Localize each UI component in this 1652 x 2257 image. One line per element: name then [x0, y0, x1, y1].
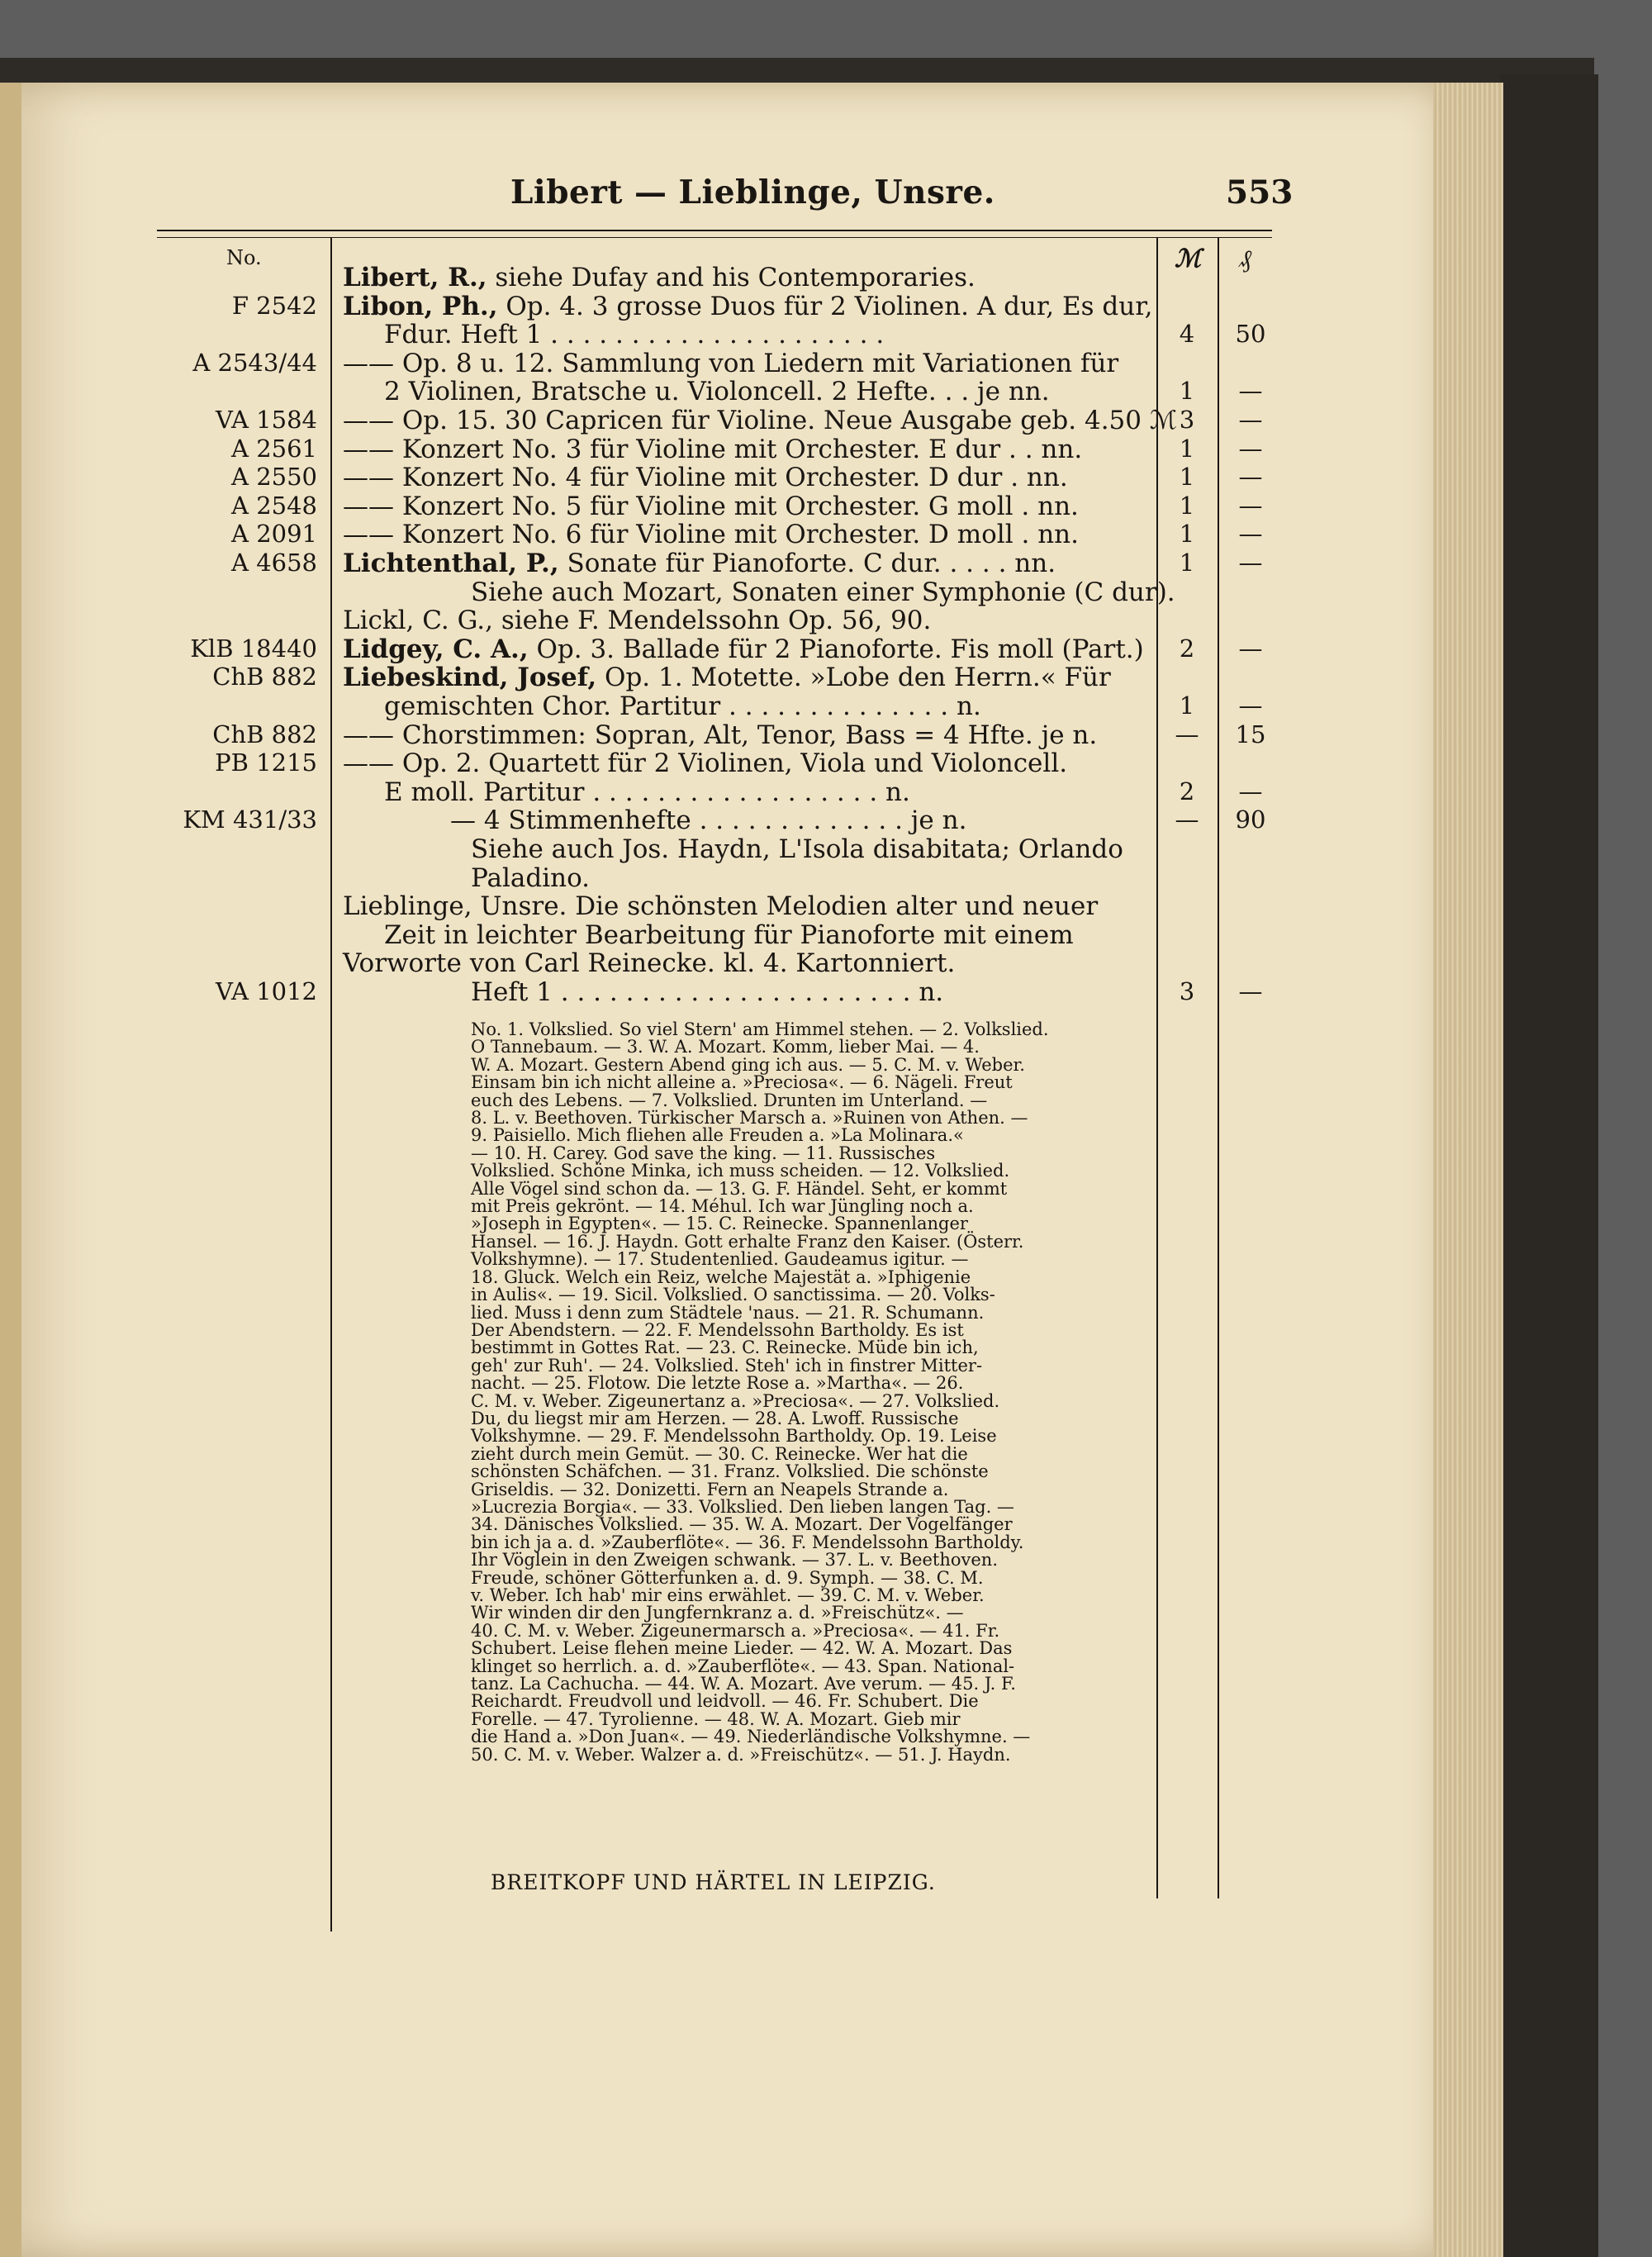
- price-pfennig: —: [1238, 520, 1263, 549]
- entry-text: Libon, Ph., Op. 4. 3 grosse Duos für 2 Violinen. A dur, Es dur,: [343, 291, 1153, 321]
- catalog-number: F 2542: [231, 291, 317, 320]
- column-header-no: No.: [226, 246, 262, 269]
- entry-text: —— Konzert No. 3 für Violine mit Orchester. E dur . . nn.: [343, 434, 1083, 464]
- contents-line: Reichardt. Freudvoll und leidvoll. — 46. Fr. Schubert. Die: [471, 1691, 979, 1712]
- catalog-number: VA 1584: [216, 406, 317, 434]
- price-pfennig: —: [1238, 377, 1263, 406]
- catalog-number: VA 1012: [216, 977, 317, 1005]
- price-pfennig: —: [1238, 406, 1263, 434]
- contents-line: mit Preis gekrönt. — 14. Méhul. Ich war Jüngling noch a.: [471, 1196, 974, 1217]
- price-pfennig: —: [1238, 463, 1263, 492]
- contents-line: zieht durch mein Gemüt. — 30. C. Reinecke. Wer hat die: [471, 1443, 968, 1464]
- contents-line: schönsten Schäfchen. — 31. Franz. Volkslied. Die schönste: [471, 1461, 989, 1482]
- catalog-number: A 2548: [231, 491, 317, 520]
- publisher-footer: BREITKOPF UND HÄRTEL IN LEIPZIG.: [491, 1870, 936, 1894]
- contents-line: Griseldis. — 32. Donizetti. Fern an Neapels Strande a.: [471, 1479, 949, 1499]
- contents-line: Du, du liegst mir am Herzen. — 28. A. Lwoff. Russische: [471, 1408, 959, 1428]
- page-edges: [1433, 83, 1503, 2257]
- price-mark: 2: [1179, 634, 1195, 663]
- contents-line: Forelle. — 47. Tyrolienne. — 48. W. A. Mozart. Gieb mir: [471, 1708, 961, 1729]
- price-mark: 1: [1179, 549, 1195, 577]
- page-title: Libert — Lieblinge, Unsre.: [510, 173, 995, 211]
- entry-text: E moll. Partitur . . . . . . . . . . . . . . . . . . n.: [384, 777, 910, 807]
- contents-line: Volkshymne. — 29. F. Mendelssohn Bartholdy. Op. 19. Leise: [471, 1426, 997, 1447]
- contents-line: bestimmt in Gottes Rat. — 23. C. Reinecke. Müde bin ich,: [471, 1338, 979, 1358]
- column-divider-no: [330, 238, 332, 1932]
- catalog-number: KlB 18440: [190, 634, 317, 663]
- catalog-number: A 2091: [231, 520, 317, 549]
- contents-line: Wir winden dir den Jungfernkranz a. d. »Freischütz«. —: [471, 1603, 964, 1623]
- catalog-number: ChB 882: [212, 720, 317, 748]
- contents-line: geh' zur Ruh'. — 24. Volkslied. Steh' ich in finstrer Mitter-: [471, 1355, 983, 1376]
- contents-line: O Tannebaum. — 3. W. A. Mozart. Komm, lieber Mai. — 4.: [471, 1037, 980, 1057]
- entry-text: Paladino.: [471, 862, 591, 893]
- contents-line: — 10. H. Carey. God save the king. — 11. Russisches: [471, 1143, 936, 1163]
- price-pfennig: —: [1238, 691, 1263, 720]
- header-rule-thin: [157, 237, 1272, 238]
- contents-line: »Joseph in Egypten«. — 15. C. Reinecke. Spannenlanger: [471, 1214, 968, 1234]
- entry-text: —— Op. 8 u. 12. Sammlung von Liedern mit Variationen für: [343, 348, 1119, 378]
- entry-text: —— Chorstimmen: Sopran, Alt, Tenor, Bass = 4 Hfte. je n.: [343, 720, 1098, 750]
- contents-line: nacht. — 25. Flotow. Die letzte Rose a. »Martha«. — 26.: [471, 1373, 964, 1394]
- contents-line: 34. Dänisches Volkslied. — 35. W. A. Mozart. Der Vogelfänger: [471, 1514, 1013, 1535]
- catalog-number: A 2561: [231, 434, 317, 463]
- price-mark: 2: [1179, 777, 1195, 805]
- price-mark: 1: [1179, 463, 1195, 492]
- price-pfennig: —: [1238, 977, 1263, 1005]
- contents-line: No. 1. Volkslied. So viel Stern' am Himmel stehen. — 2. Volkslied.: [471, 1019, 1049, 1039]
- contents-line: 50. C. M. v. Weber. Walzer a. d. »Freischütz«. — 51. J. Haydn.: [471, 1744, 1011, 1765]
- price-mark: —: [1175, 805, 1199, 834]
- price-pfennig: —: [1238, 434, 1263, 463]
- column-header-pfennig: ₰: [1239, 245, 1251, 273]
- price-mark: 1: [1179, 691, 1195, 720]
- contents-line: Freude, schöner Götterfunken a. d. 9. Symph. — 38. C. M.: [471, 1567, 984, 1588]
- entry-text: Zeit in leichter Bearbeitung für Pianoforte mit einem: [384, 919, 1074, 950]
- catalog-number: PB 1215: [215, 748, 317, 777]
- contents-line: euch des Lebens. — 7. Volkslied. Drunten im Unterland. —: [471, 1090, 988, 1110]
- contents-line: Volkslied. Schöne Minka, ich muss scheiden. — 12. Volkslied.: [471, 1161, 1010, 1181]
- entry-text: Lieblinge, Unsre. Die schönsten Melodien alter und neuer: [343, 891, 1099, 922]
- contents-line: 40. C. M. v. Weber. Zigeunermarsch a. »Preciosa«. — 41. Fr.: [471, 1620, 1000, 1641]
- price-mark: 1: [1179, 520, 1195, 549]
- contents-line: bin ich ja a. d. »Zauberflöte«. — 36. F. Mendelssohn Bartholdy.: [471, 1532, 1024, 1552]
- entry-text: Vorworte von Carl Reinecke. kl. 4. Kartonniert.: [343, 948, 956, 979]
- entry-text: Siehe auch Mozart, Sonaten einer Symphonie (C dur).: [471, 577, 1175, 607]
- entry-text: Heft 1 . . . . . . . . . . . . . . . . . . . . . . n.: [471, 977, 944, 1007]
- contents-line: 8. L. v. Beethoven. Türkischer Marsch a. »Ruinen von Athen. —: [471, 1108, 1028, 1128]
- catalog-number: KM 431/33: [183, 805, 317, 834]
- entry-text: Siehe auch Jos. Haydn, L'Isola disabitata; Orlando: [471, 834, 1123, 864]
- entry-text: Lichtenthal, P., Sonate für Pianoforte. C dur. . . . . nn.: [343, 549, 1056, 578]
- contents-line: v. Weber. Ich hab' mir eins erwählet. — 39. C. M. v. Weber.: [471, 1585, 985, 1605]
- catalog-number: A 2550: [231, 463, 317, 492]
- entry-text: Lidgey, C. A., Op. 3. Ballade für 2 Pianoforte. Fis moll (Part.): [343, 634, 1144, 664]
- price-mark: 4: [1179, 320, 1195, 349]
- entry-text: —— Op. 15. 30 Capricen für Violine. Neue Ausgabe geb. 4.50 ℳ: [343, 406, 1177, 435]
- contents-line: C. M. v. Weber. Zigeunertanz a. »Preciosa«. — 27. Volkslied.: [471, 1390, 1000, 1411]
- price-pfennig: 90: [1235, 805, 1266, 834]
- entry-text: Fdur. Heft 1 . . . . . . . . . . . . . . . . . . . . .: [384, 320, 885, 350]
- price-pfennig: —: [1238, 634, 1263, 663]
- page-number: 553: [1226, 173, 1294, 211]
- contents-line: Alle Vögel sind schon da. — 13. G. F. Händel. Seht, er kommt: [471, 1178, 1008, 1199]
- price-mark: 3: [1179, 977, 1195, 1005]
- contents-line: in Aulis«. — 19. Sicil. Volkslied. O sanctissima. — 20. Volks-: [471, 1285, 995, 1305]
- entry-text: —— Konzert No. 4 für Violine mit Orchester. D dur . nn.: [343, 463, 1068, 493]
- entry-text: —— Konzert No. 6 für Violine mit Orchester. D moll . nn.: [343, 520, 1079, 550]
- entry-text: gemischten Chor. Partitur . . . . . . . . . . . . . . n.: [384, 691, 981, 721]
- header-rule: [157, 230, 1272, 231]
- book-cover-edge: [1499, 74, 1598, 2257]
- contents-line: tanz. La Cachucha. — 44. W. A. Mozart. Ave verum. — 45. J. F.: [471, 1674, 1016, 1694]
- contents-list: [471, 1021, 1140, 1764]
- price-mark: 1: [1179, 491, 1195, 520]
- contents-line: W. A. Mozart. Gestern Abend ging ich aus. — 5. C. M. v. Weber.: [471, 1054, 1025, 1075]
- contents-line: Volkshymne). — 17. Studentenlied. Gaudeamus igitur. —: [471, 1249, 969, 1270]
- price-pfennig: 15: [1235, 720, 1266, 748]
- contents-line: Ihr Vöglein in den Zweigen schwank. — 37. L. v. Beethoven.: [471, 1550, 998, 1570]
- entry-text: Liebeskind, Josef, Op. 1. Motette. »Lobe den Herrn.« Für: [343, 663, 1111, 693]
- catalog-number: ChB 882: [212, 663, 317, 691]
- contents-line: Einsam bin ich nicht alleine a. »Preciosa«. — 6. Nägeli. Freut: [471, 1072, 1013, 1093]
- price-pfennig: —: [1238, 549, 1263, 577]
- price-pfennig: —: [1238, 491, 1263, 520]
- catalog-number: A 2543/44: [192, 348, 317, 377]
- column-header-mark: ℳ: [1175, 245, 1202, 273]
- contents-line: klinget so herrlich. a. d. »Zauberflöte«. — 43. Span. National-: [471, 1656, 1015, 1676]
- price-mark: —: [1175, 720, 1199, 748]
- entry-text: — 4 Stimmenhefte . . . . . . . . . . . . . je n.: [450, 805, 967, 836]
- contents-line: die Hand a. »Don Juan«. — 49. Niederländische Volkshymne. —: [471, 1727, 1031, 1747]
- contents-line: 18. Gluck. Welch ein Reiz, welche Majestät a. »Iphigenie: [471, 1266, 971, 1287]
- contents-line: Schubert. Leise flehen meine Lieder. — 42. W. A. Mozart. Das: [471, 1638, 1013, 1659]
- price-mark: 3: [1179, 406, 1195, 434]
- catalog-number: A 4658: [231, 549, 317, 577]
- entry-text: —— Konzert No. 5 für Violine mit Orchester. G moll . nn.: [343, 491, 1079, 521]
- entry-text: —— Op. 2. Quartett für 2 Violinen, Viola und Violoncell.: [343, 748, 1068, 779]
- contents-line: Hansel. — 16. J. Haydn. Gott erhalte Franz den Kaiser. (Österr.: [471, 1231, 1024, 1252]
- contents-line: Der Abendstern. — 22. F. Mendelssohn Bartholdy. Es ist: [471, 1319, 964, 1340]
- entry-text: Libert, R., siehe Dufay and his Contemporaries.: [343, 263, 976, 292]
- price-mark: 1: [1179, 434, 1195, 463]
- contents-line: lied. Muss i denn zum Städtele 'naus. — 21. R. Schumann.: [471, 1302, 985, 1323]
- contents-line: 9. Paisiello. Mich fliehen alle Freuden a. »La Molinara.«: [471, 1125, 964, 1146]
- price-pfennig: —: [1238, 777, 1263, 805]
- contents-line: »Lucrezia Borgia«. — 33. Volkslied. Den lieben langen Tag. —: [471, 1496, 1014, 1517]
- price-pfennig: 50: [1235, 320, 1266, 349]
- entry-text: Lickl, C. G., siehe F. Mendelssohn Op. 56, 90.: [343, 606, 932, 636]
- price-mark: 1: [1179, 377, 1195, 406]
- entry-text: 2 Violinen, Bratsche u. Violoncell. 2 Hefte. . . je nn.: [384, 377, 1050, 407]
